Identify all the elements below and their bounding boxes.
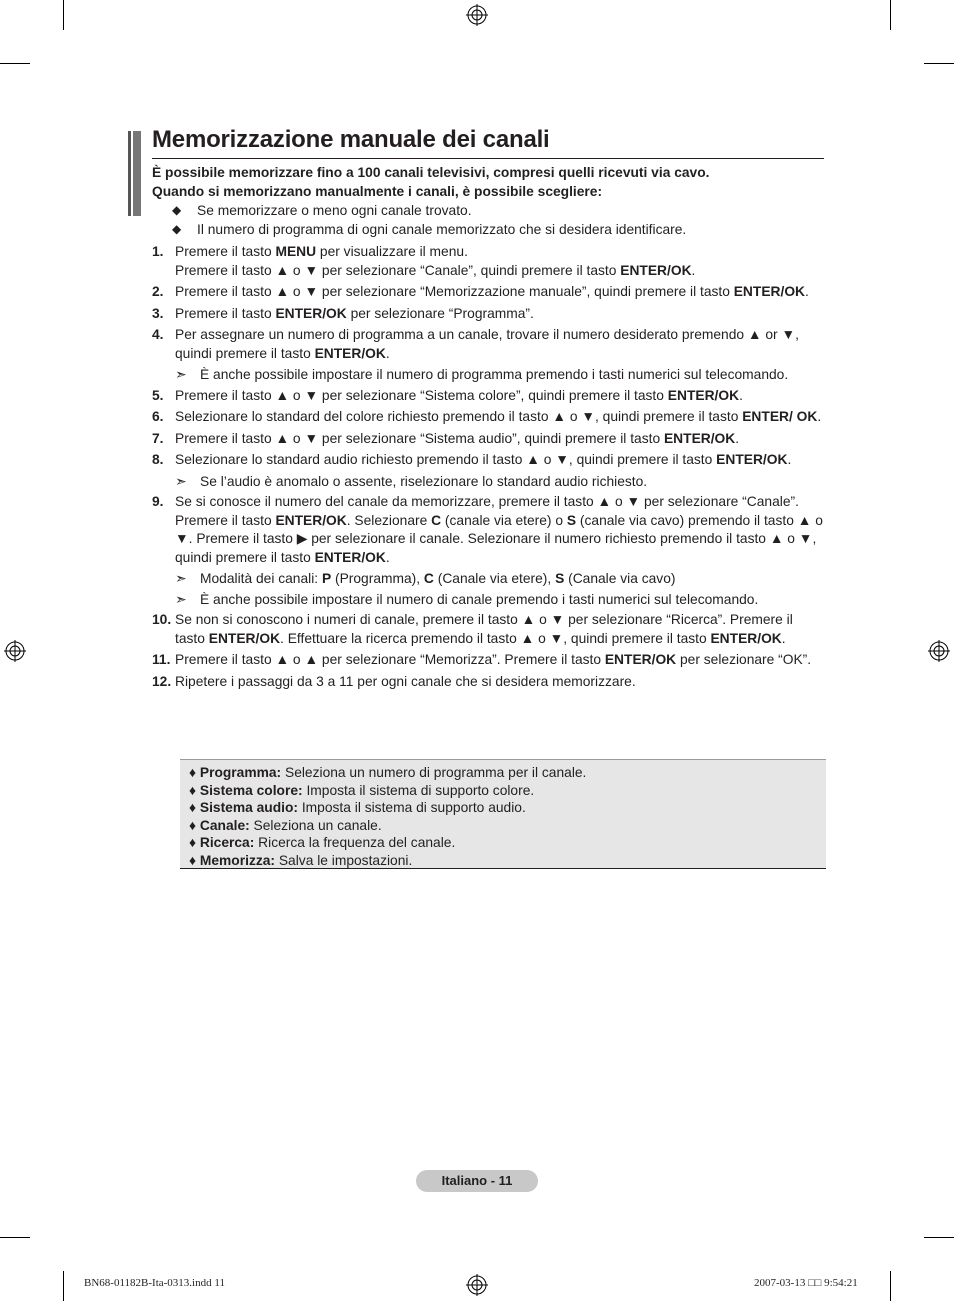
note-arrow-icon: ➣ [175,473,187,489]
note-text: È anche possibile impostare il numero di canale premendo i tasti numerici sul telecomando. [200,591,759,607]
step-number: 9. [152,494,164,509]
glossary-desc: Seleziona un canale. [249,817,382,833]
step-number: 3. [152,305,164,321]
note-arrow-icon: ➣ [175,591,187,607]
step-item [152,283,824,302]
bold-key: ENTER/OK [314,345,386,361]
glossary-item [189,834,826,852]
bold-key: ENTER/OK [275,305,347,321]
bold-key: S [555,571,565,586]
glossary-item [189,764,826,782]
step-item [152,673,824,692]
page-number-badge: Italiano - 11 [416,1170,538,1192]
glossary-box [180,759,826,869]
bold-key: ENTER/OK [663,430,736,446]
crop-mark [0,1237,30,1238]
step-text: Se non si conoscono i numeri di canale, premere il tasto ▲ o ▼ per selezionare “Ricerca”. Premere il tasto ENTER/OK. Effettuare la ricerca premendo il tasto ▲ o ▼, quindi premere il tasto ENTER/OK. [175,612,793,646]
step-number: 2. [152,284,164,299]
note-text: Modalità dei canali: P (Programma), C (Canale via etere), S (Canale via cavo) [200,571,676,586]
step-note [175,366,824,385]
step-item [152,451,824,470]
step-text: Premere il tasto ENTER/OK per selezionare “Programma”. [175,305,534,321]
step-note [175,473,824,492]
step-item [152,651,824,670]
crop-mark [0,63,30,64]
step-text: Premere il tasto MENU per visualizzare il menu. Premere il tasto ▲ o ▼ per selezionare “Canale”, quindi premere il tasto ENTER/OK. [175,244,696,278]
step-note [175,570,824,589]
step-text: Premere il tasto ▲ o ▼ per selezionare “Memorizzazione manuale”, quindi premere il tasto ENTER/OK. [175,284,809,299]
glossary-desc: Imposta il sistema di supporto audio. [298,800,526,815]
bullet-text: Se memorizzare o meno ogni canale trovato. [197,203,472,218]
bullet-text: Il numero di programma di ogni canale memorizzato che si desidera identificare. [197,222,687,237]
bold-key: ENTER/OK [733,284,806,299]
diamond-bullet-icon: ♦ [189,782,200,798]
date-slug: 2007-03-13 □□ 9:54:21 [754,1277,858,1289]
bold-key: MENU [275,244,317,259]
step-number: 7. [152,430,164,446]
step-item [152,611,824,648]
note-text: È anche possibile impostare il numero di programma premendo i tasti numerici sul telecomando. [200,367,789,382]
step-number: 10. [152,612,172,627]
glossary-term: Programma: [199,765,282,780]
step-item [152,408,824,427]
diamond-bullet-icon: ◆ [172,203,182,217]
crop-mark [63,0,64,30]
title-rule [152,158,824,159]
crop-mark [63,1271,64,1301]
step-number: 1. [152,244,164,259]
title-accent-bar [128,131,144,216]
diamond-bullet-icon: ♦ [189,800,200,815]
bold-key: ENTER/OK [314,549,386,565]
intro-text [152,163,824,201]
glossary-term: Ricerca: [199,835,255,850]
crop-mark [890,0,891,30]
glossary-term: Memorizza: [199,852,276,868]
glossary-desc: Ricerca la frequenza del canale. [254,835,456,850]
bold-key: C [431,512,442,528]
crop-mark [924,63,954,64]
step-text: Selezionare lo standard del colore richiesto premendo il tasto ▲ o ▼, quindi premere il tasto ENTER/ OK. [175,409,822,424]
diamond-bullet-icon: ◆ [172,222,182,236]
glossary-desc: Seleziona un numero di programma per il canale. [281,765,587,780]
step-number: 8. [152,452,164,467]
step-item [152,387,824,406]
intro-bullets [172,201,822,239]
bold-key: P [321,571,332,586]
list-item [172,201,822,220]
step-note [175,591,824,610]
glossary-term: Sistema audio: [199,800,299,815]
diamond-bullet-icon: ♦ [189,765,200,780]
glossary-desc: Salva le impostazioni. [275,852,413,868]
intro-line: Quando si memorizzano manualmente i canali, è possibile scegliere: [152,184,603,199]
step-text: Premere il tasto ▲ o ▼ per selezionare “Sistema colore”, quindi premere il tasto ENTER/OK. [175,387,743,403]
bold-key: ENTER/OK [710,630,782,646]
bold-key: ENTER/OK [620,262,692,278]
step-item [152,326,824,363]
step-number: 12. [152,673,172,689]
note-arrow-icon: ➣ [175,367,187,382]
step-item [152,493,824,567]
intro-line: È possibile memorizzare fino a 100 canali televisivi, compresi quelli ricevuti via cavo. [152,165,710,180]
bold-key: C [423,571,434,586]
bold-key: S [566,512,577,528]
step-item [152,243,824,280]
step-text: Premere il tasto ▲ o ▲ per selezionare “Memorizza”. Premere il tasto ENTER/OK per selezionare “OK”. [175,652,812,667]
step-text: Ripetere i passaggi da 3 a 11 per ogni canale che si desidera memorizzare. [175,673,636,689]
steps-list [152,243,824,694]
bold-key: ENTER/OK [716,452,788,467]
registration-mark-icon [466,4,488,26]
step-text: Se si conosce il numero del canale da memorizzare, premere il tasto ▲ o ▼ per selezionare “Canale”. Premere il tasto ENTER/OK. Selezionare C (canale via etere) o S (canale via cavo) premendo il tasto ▲ o ▼. Premere il tasto ▶ per selezionare il canale. Selezionare il numero richiesto premendo il tasto ▲ o ▼, quindi premere il tasto ENTER/OK. [175,494,823,565]
glossary-item [189,799,826,817]
note-text: Se l’audio è anomalo o assente, riselezionare lo standard audio richiesto. [200,473,648,489]
bold-key: ENTER/OK [667,387,740,403]
step-number: 11. [152,652,171,667]
crop-mark [890,1271,891,1301]
step-number: 6. [152,409,164,424]
crop-mark [924,1237,954,1238]
file-slug: BN68-01182B-Ita-0313.indd 11 [84,1277,225,1289]
bold-key: ENTER/ OK [742,409,818,424]
step-text: Selezionare lo standard audio richiesto premendo il tasto ▲ o ▼, quindi premere il tasto ENTER/OK. [175,452,792,467]
list-item [172,220,822,239]
step-item [152,430,824,449]
glossary-item [189,782,826,800]
step-number: 4. [152,327,164,342]
glossary-term: Canale: [199,817,250,833]
page-title: Memorizzazione manuale dei canali [152,126,550,153]
note-arrow-icon: ➣ [175,571,187,586]
step-item [152,305,824,324]
diamond-bullet-icon: ♦ [189,835,200,850]
bold-key: ENTER/OK [208,630,281,646]
registration-mark-icon [4,640,26,662]
glossary-item [189,852,826,870]
bold-key: ENTER/OK [275,512,347,528]
diamond-bullet-icon: ♦ [189,852,200,868]
diamond-bullet-icon: ♦ [189,817,200,833]
step-text: Per assegnare un numero di programma a un canale, trovare il numero desiderato premendo ▲ or ▼, quindi premere il tasto ENTER/OK. [175,327,799,361]
glossary-desc: Imposta il sistema di supporto colore. [302,782,535,798]
glossary-term: Sistema colore: [199,782,303,798]
bold-key: ENTER/OK [604,652,677,667]
step-number: 5. [152,387,164,403]
step-text: Premere il tasto ▲ o ▼ per selezionare “Sistema audio”, quindi premere il tasto ENTER/OK. [175,430,740,446]
registration-mark-icon [466,1274,488,1296]
registration-mark-icon [928,640,950,662]
glossary-item [189,817,826,835]
